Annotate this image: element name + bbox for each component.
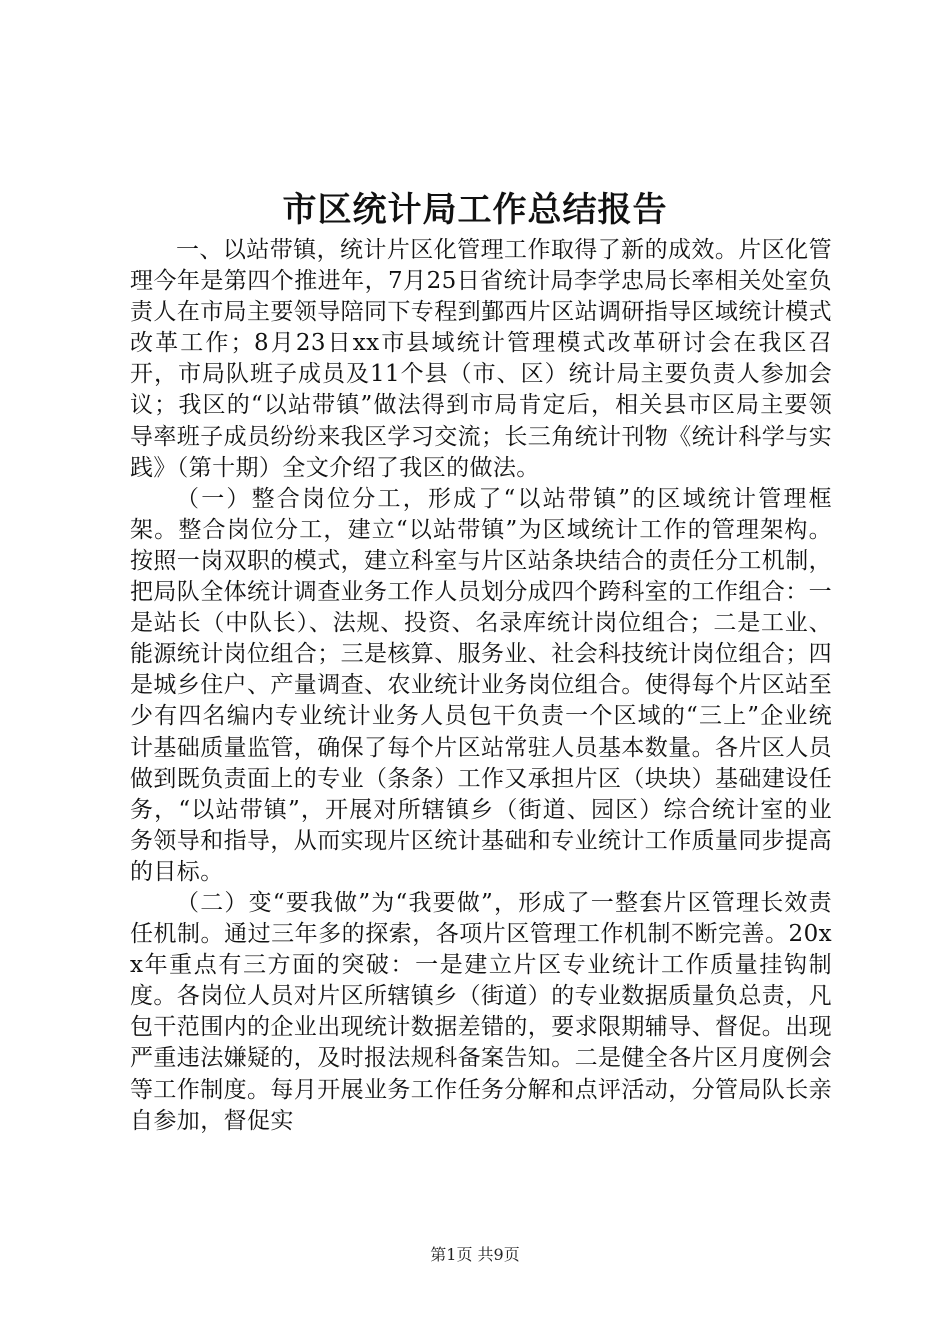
paragraph-1: 一、以站带镇，统计片区化管理工作取得了新的成效。片区化管理今年是第四个推进年，7月25日省统计局李学忠局长率相关处室负责人在市局主要领导陪同下专程到鄞西片区站调研指导区域统计模式改革工作；8月23日xx市县域统计管理模式改革研讨会在我区召开，市局队班子成员及11个县（市、区）统计局主要负责人参加会议；我区的“以站带镇”做法得到市局肯定后，相关县市区局主要领导率班子成员纷纷来我区学习交流；长三角统计刊物《统计科学与实践》（第十期）全文介绍了我区的做法。 bbox=[130, 237, 832, 481]
document-body bbox=[130, 235, 832, 1137]
paragraph-2: （一）整合岗位分工，形成了“以站带镇”的区域统计管理框架。整合岗位分工，建立“以站带镇”为区域统计工作的管理架构。按照一岗双职的模式，建立科室与片区站条块结合的责任分工机制，把局队全体统计调查业务工作人员划分成四个跨科室的工作组合：一是站长（中队长）、法规、投资、名录库统计岗位组合；二是工业、能源统计岗位组合；三是核算、服务业、社会科技统计岗位组合；四是城乡住户、产量调查、农业统计业务岗位组合。使得每个片区站至少有四名编内专业统计业务人员包干负责一个区域的“三上”企业统计基础质量监管，确保了每个片区站常驻人员基本数量。各片区人员做到既负责面上的专业（条条）工作又承担片区（块块）基础建设任务，“以站带镇”，开展对所辖镇乡（街道、园区）综合统计室的业务领导和指导，从而实现片区统计基础和专业统计工作质量同步提高的目标。 bbox=[130, 485, 832, 885]
document-title: 市区统计局工作总结报告 bbox=[282, 190, 668, 230]
page-number-footer: 第1页 共9页 bbox=[430, 1245, 520, 1264]
paragraph-3: （二）变“要我做”为“我要做”，形成了一整套片区管理长效责任机制。通过三年多的探索，各项片区管理工作机制不断完善。20xx年重点有三方面的突破：一是建立片区专业统计工作质量挂钩制度。各岗位人员对片区所辖镇乡（街道）的专业数据质量负总责，凡包干范围内的企业出现统计数据差错的，要求限期辅导、督促。出现严重违法嫌疑的，及时报法规科备案告知。二是健全各片区月度例会等工作制度。每月开展业务工作任务分解和点评活动，分管局队长亲自参加，督促实 bbox=[130, 889, 832, 1134]
